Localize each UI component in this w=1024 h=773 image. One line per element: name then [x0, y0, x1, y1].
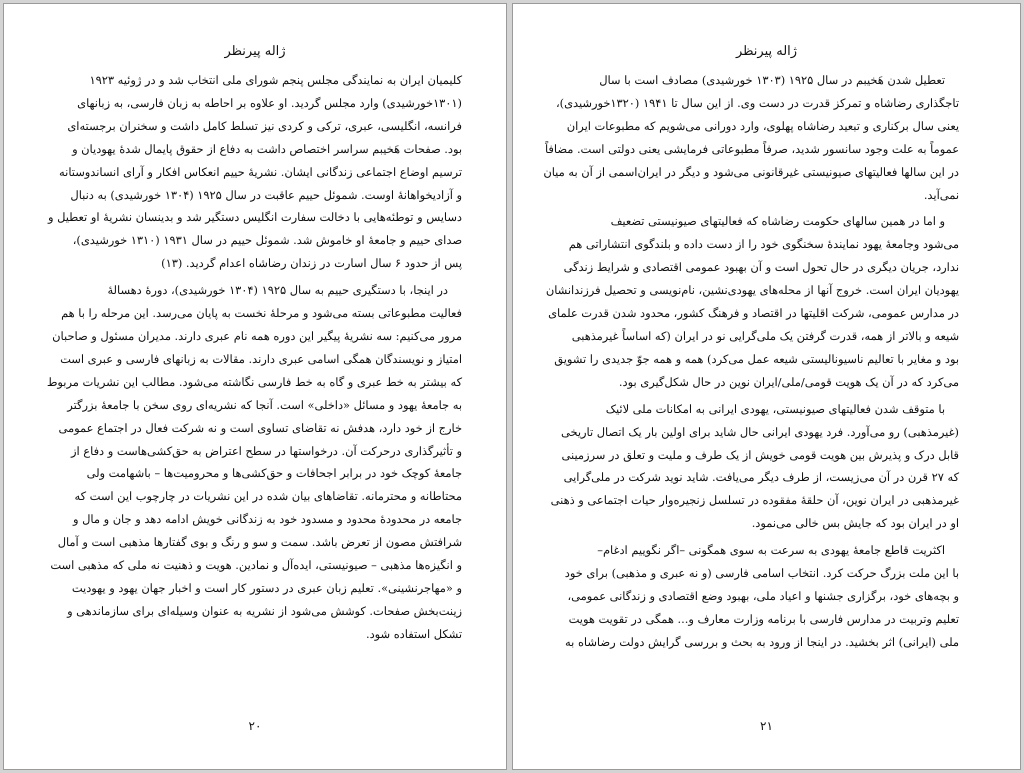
text-line: و آزادیخواهانهٔ اوست. شموئل حییم عاقبت در سال ۱۹۲۵ (۱۳۰۴ خورشیدی) به دنبال	[70, 187, 462, 202]
text-line: شیعه و بالاتر از همه، قدرت گرفتن یک ملی‌گرایی نو در ایران (که اساساً غیرمذهبی	[571, 328, 959, 343]
text-line: ترسیم اوضاع اجتماعی زندگانی ایشان. نشریهٔ حییم انعکاس افکار و آرای انساندوستانه	[59, 164, 462, 179]
text-line: امتیاز و نویسندگان همگی اسامی عبری دارند. مقالات به زبانهای فارسی و عبری است	[60, 351, 462, 366]
text-line: در اینجا، با دستگیری حییم به سال ۱۹۲۵ (۱۳۰۴ خورشیدی)، دورهٔ دهسالهٔ	[107, 283, 448, 298]
page-body	[543, 69, 959, 654]
text-line: می‌کرد که در آن یک هویت قومی/ملی/ایران نوین در حال شکل‌گیری بود.	[618, 374, 959, 389]
text-line: کلیمیان ایران به نمایندگی مجلس پنجم شورای ملی انتخاب شد و در ژوئیه ۱۹۲۳	[89, 73, 462, 87]
text-line: بود. صفحات هَخیبم سراسر اختصاص داشت به دفاع از حقوق پایمال شدهٔ یهودیان و	[72, 141, 462, 156]
text-line: و بچه‌های خود، برگزاری جشنها و اعیاد ملی، بهبود وضع اقتصادی و زندگانی عمومی،	[567, 588, 959, 603]
text-line: خارج از خود دارد، هدفش نه تقاضای تساوی است و نه شرکت فعال در اجتماع عمومی	[58, 420, 462, 435]
text-line: و انگیزه‌ها مذهبی – صیونیستی، ایده‌آل و نمادین. هویت و ذهنیت نه ملی که مذهبی است	[50, 558, 462, 573]
text-line: تعلیم وتربیت در مدارس فارسی با برنامه وزارت معارف و... همگی در تقویت هویت	[568, 611, 959, 626]
page-number: ۲۰	[248, 719, 262, 733]
text-line: تاجگذاری رضاشاه و تمرکز قدرت در دست وی. از این سال تا ۱۹۴۱ (۱۳۲۰خورشیدی)،	[555, 95, 959, 110]
text-line: شرافتش مصون از تعرض باشد. سمت و سو و رنگ و بوی گفتارها مذهبی است و آمال	[57, 535, 462, 550]
text-line: زینت‌بخش صفحات. کوشش می‌شود از نشریه به عنوان وسیله‌ای برای سازماندهی و	[67, 603, 462, 618]
text-line: که ۲۷ قرن در آن می‌زیست، از طرف دیگر می‌یافت. شاید نوید شرکت در ملی‌گرایی	[563, 470, 959, 485]
text-line: فعالیت مطبوعاتی بسته می‌شود و مرحلهٔ نخست به پایان می‌رسد. این مرحله را با هم	[61, 306, 462, 321]
text-line: صدای حییم و جامعهٔ او خاموش شد. شموئل حییم در سال ۱۹۳۱ (۱۳۱۰ خورشیدی)،	[72, 233, 462, 248]
text-line: و «مهاجرنشینی». تعلیم زبان عبری در دستور کار است و اخبار جهان یهود و یهودیت	[71, 580, 462, 595]
text-line: نمی‌آید.	[923, 187, 959, 202]
text-line: جامعه در محدودهٔ محدود و مسدود خود به زندگانی خویش ادامه دهد و جان و مال و	[72, 512, 462, 527]
text-line: به جامعهٔ یهود و مسائل «داخلی» است. آنجا که نشریه‌ای روی سخن با جامعهٔ بزرگتر	[67, 397, 462, 412]
text-line: دسایس و توطئه‌هایی با دخالت سفارت انگلیس دستگیر شد و بدینسان نشریهٔ او تعطیل و	[48, 210, 462, 225]
page-header: ژاله پیرنظر	[224, 44, 286, 59]
text-line: در مدارس عمومی، شرکت اقلیتها در اقتصاد و فرهنگ کشور، محدود شدن قدرت علمای	[548, 306, 959, 321]
text-line: ندارد، جریان دیگری در حال تحول است و آن بهبود عمومی اقتصادی و شرایط زندگی	[563, 260, 959, 275]
text-line: با متوقف شدن فعالیتهای صیونیستی، یهودی ایرانی به امکانات ملی لائیک	[605, 401, 945, 416]
text-line: که بیشتر به خط عبری و گاه به خط فارسی نگاشته می‌شود. مطالب این نشریات مربوط	[46, 374, 462, 389]
text-line: با این ملت بزرگ حرکت کرد. انتخاب اسامی فارسی (و نه عبری و مذهبی) برای خود	[564, 566, 959, 581]
text-line: جامعهٔ کوچک خود در برابر اجحافات و حق‌کشی‌ها و محرومیت‌ها – باشهامت ولی	[86, 466, 462, 481]
text-line: (غیرمذهبی) رو می‌آورد. فرد یهودی ایرانی حال شاید برای اولین بار یک اتصال تاریخی	[560, 424, 959, 439]
text-line: یهودیان ایران است. خروج آنها از محله‌های یهودی‌نشین، نام‌نویسی و تحصیل فرزندانشان	[545, 283, 959, 298]
text-line: اکثریت قاطع جامعهٔ یهودی به سرعت به سوی همگونی –اگر نگوییم ادغام–	[597, 543, 945, 558]
text-line: فرانسه، انگلیسی، عبری، ترکی و کردی نیز تسلط کامل داشت و سخنران برجسته‌ای	[67, 118, 462, 133]
text-line: عموماً به علت وجود سانسور شدید، صرفاً مطبوعاتی فرمایشی یعنی دولتی است. مضافاً	[544, 141, 959, 156]
text-line: تشکل استفاده شود.	[365, 626, 462, 641]
page-number: ۲۱	[760, 719, 773, 733]
page-header: ژاله پیرنظر	[735, 44, 798, 59]
text-line: و اما در همین سالهای حکومت رضاشاه که فعالیتهای صیونیستی تضعیف	[610, 214, 945, 229]
text-line: محتاطانه و محترمانه. تقاضاهای بیان شده در این نشریات در چارچوب این است که	[74, 489, 462, 504]
text-line: قابل درک و پذیرش بین هویت قومی خویش از یک طرف و ملیت و تعلق در سرزمینی	[561, 447, 959, 462]
text-line: غیرمذهبی در ایران نوین، آن حلقهٔ مفقوده در تسلسل زنجیره‌وار حیات اجتماعی و ذهنی	[550, 493, 959, 508]
page-body	[46, 69, 462, 646]
text-line: یعنی سال برکناری و تبعید رضاشاه پهلوی، وارد دورانی می‌شویم که مطبوعات ایران	[566, 118, 959, 133]
text-line: در این سالها فعالیتهای صیونیستی غیرقانونی می‌شود و دیگر در ایران‌اسمی از آن به میان	[543, 164, 959, 179]
text-line: پس از حدود ۶ سال اسارت در زندان رضاشاه اعدام گردید. (۱۳)	[161, 256, 462, 271]
text-line: بود و مغایر با تعالیم ناسیونالیستی شیعه عمل می‌کرد) همه و همه جوّ جدیدی را تشویق	[554, 351, 959, 366]
text-line: (۱۳۰۱خورشیدی) وارد مجلس گردید. او علاوه بر احاطه به زبان فارسی، به زبانهای	[77, 95, 462, 110]
text-line: می‌شود وجامعهٔ یهود نمایندهٔ سخنگوی خود را از دست داده و بلندگوی انتشاراتی هم	[568, 237, 959, 252]
text-line: او در ایران بود که جایش بس خالی می‌نمود.	[751, 516, 959, 531]
text-line: و تأثیرگذاری درحرکت آن. درخواستها در سطح اعتراض به حق‌کشی‌هاست و دفاع از	[71, 443, 462, 458]
text-line: مرور می‌کنیم: سه نشریهٔ پیگیر این دوره همه نام عبری دارند. مدیران مسئول و صاحبان	[52, 328, 462, 343]
left-page	[3, 3, 507, 770]
right-page	[512, 3, 1021, 770]
text-line: تعطیل شدن هَخیبم در سال ۱۹۲۵ (۱۳۰۳ خورشیدی) مصادف است با سال	[599, 73, 945, 87]
text-line: ملی (ایرانی) اثر بخشید. در اینجا از ورود به بحث و بررسی گرایش دولت رضاشاه به	[565, 634, 959, 649]
